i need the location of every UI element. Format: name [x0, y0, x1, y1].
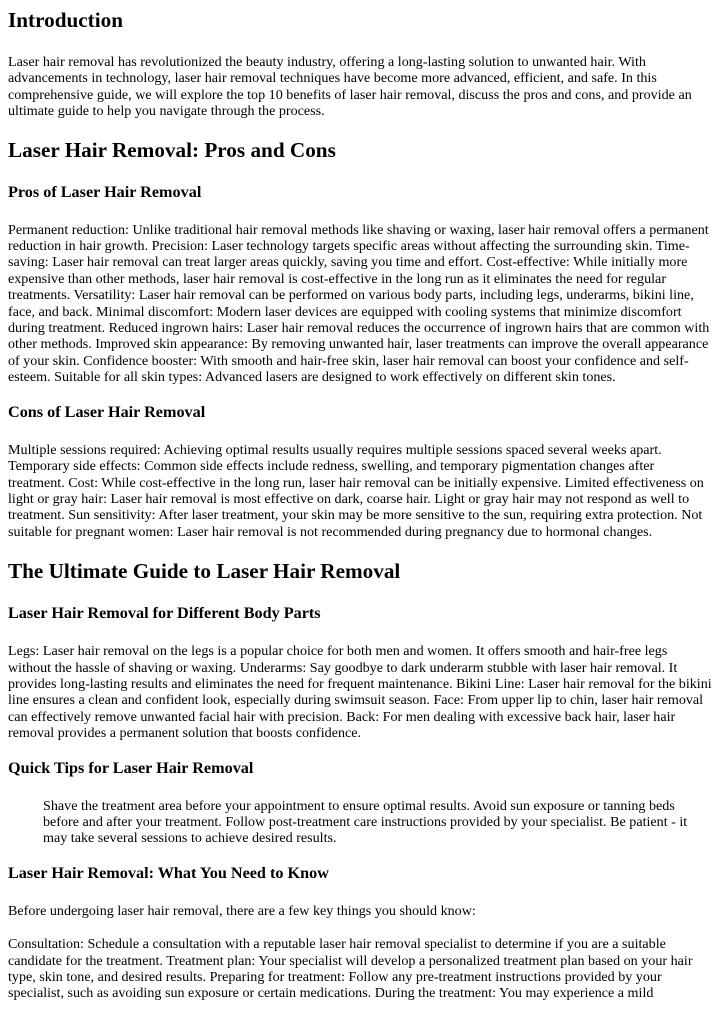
what-to-know-paragraph: Consultation: Schedule a consultation with a reputable laser hair removal specialist to determine if you are a suitable candidate for the treatment. Treatment plan: Your specialist will develop a personalized treatment plan based on your hair type, skin tone, and desired results. Preparing for treatment: Follow any pre-treatment instructions provided by your specialist, such as avoiding sun exposure or certain medications. During the treatment: You may experience a mild	[8, 936, 693, 1002]
ultimate-guide-section	[8, 559, 713, 1002]
introduction-paragraph: Laser hair removal has revolutionized the beauty industry, offering a long-lasting solution to unwanted hair. With advancements in technology, laser hair removal techniques have become more advanced, efficient, and safe. In this comprehensive guide, we will explore the top 10 benefits of laser hair removal, discuss the pros and cons, and provide an ultimate guide to help you navigate through the process.	[8, 54, 692, 120]
body-parts-heading: Laser Hair Removal for Different Body Parts	[8, 604, 321, 623]
pros-paragraph: Permanent reduction: Unlike traditional hair removal methods like shaving or waxing, laser hair removal offers a permanent reduction in hair growth. Precision: Laser technology targets specific areas without affecting the surrounding skin. Time-saving: Laser hair removal can treat larger areas quickly, saving you time and effort. Cost-effective: While initially more expensive than other methods, laser hair removal is cost-effective in the long run as it eliminates the need for regular treatments. Versatility: Laser hair removal can be performed on various body parts, including legs, underarms, bikini line, face, and back. Minimal discomfort: Modern laser devices are equipped with cooling systems that minimize discomfort during treatment. Reduced ingrown hairs: Laser hair removal reduces the occurrence of ingrown hairs that are common with other methods. Improved skin appearance: By removing unwanted hair, laser treatments can improve the overall appearance of your skin. Confidence booster: With smooth and hair-free skin, laser hair removal can boost your confidence and self-esteem. Suitable for all skin types: Advanced lasers are designed to work effectively on different skin tones.	[8, 221, 710, 386]
pros-cons-heading: Laser Hair Removal: Pros and Cons	[8, 137, 336, 162]
pros-heading: Pros of Laser Hair Removal	[8, 182, 202, 201]
quick-tips-blockquote: Shave the treatment area before your appointment to ensure optimal results. Avoid sun exposure or tanning beds before and after your treatment. Follow post-treatment care instructions provided by your specialist. Be patient - it may take several sessions to achieve desired results.	[43, 797, 688, 847]
what-to-know-heading: Laser Hair Removal: What You Need to Know	[8, 863, 329, 882]
body-parts-paragraph: Legs: Laser hair removal on the legs is a popular choice for both men and women. It offers smooth and hair-free legs without the hassle of shaving or waxing. Underarms: Say goodbye to dark underarm stubble with laser hair removal. It provides long-lasting results and eliminates the need for frequent maintenance. Bikini Line: Laser hair removal for the bikini line ensures a clean and confident look, especially during swimsuit season. Face: From upper lip to chin, laser hair removal can effectively remove unwanted facial hair with precision. Back: For men dealing with excessive back hair, laser hair removal provides a permanent solution that boosts confidence.	[8, 643, 712, 742]
introduction-section	[8, 8, 713, 120]
cons-heading: Cons of Laser Hair Removal	[8, 402, 206, 421]
what-to-know-intro: Before undergoing laser hair removal, there are a few key things you should know:	[8, 902, 476, 919]
introduction-heading: Introduction	[8, 8, 123, 32]
ultimate-guide-heading: The Ultimate Guide to Laser Hair Removal	[8, 559, 401, 584]
quick-tips-heading: Quick Tips for Laser Hair Removal	[8, 758, 254, 777]
cons-paragraph: Multiple sessions required: Achieving optimal results usually requires multiple sessions spaced several weeks apart. Temporary side effects: Common side effects include redness, swelling, and temporary pigmentation changes after treatment. Cost: While cost-effective in the long run, laser hair removal can be initially expensive. Limited effectiveness on light or gray hair: Laser hair removal is most effective on dark, coarse hair. Light or gray hair may not respond as well to treatment. Sun sensitivity: After laser treatment, your skin may be more sensitive to the sun, requiring extra protection. Not suitable for pregnant women: Laser hair removal is not recommended during pregnancy due to hormonal changes.	[8, 441, 704, 540]
pros-cons-section	[8, 138, 713, 541]
